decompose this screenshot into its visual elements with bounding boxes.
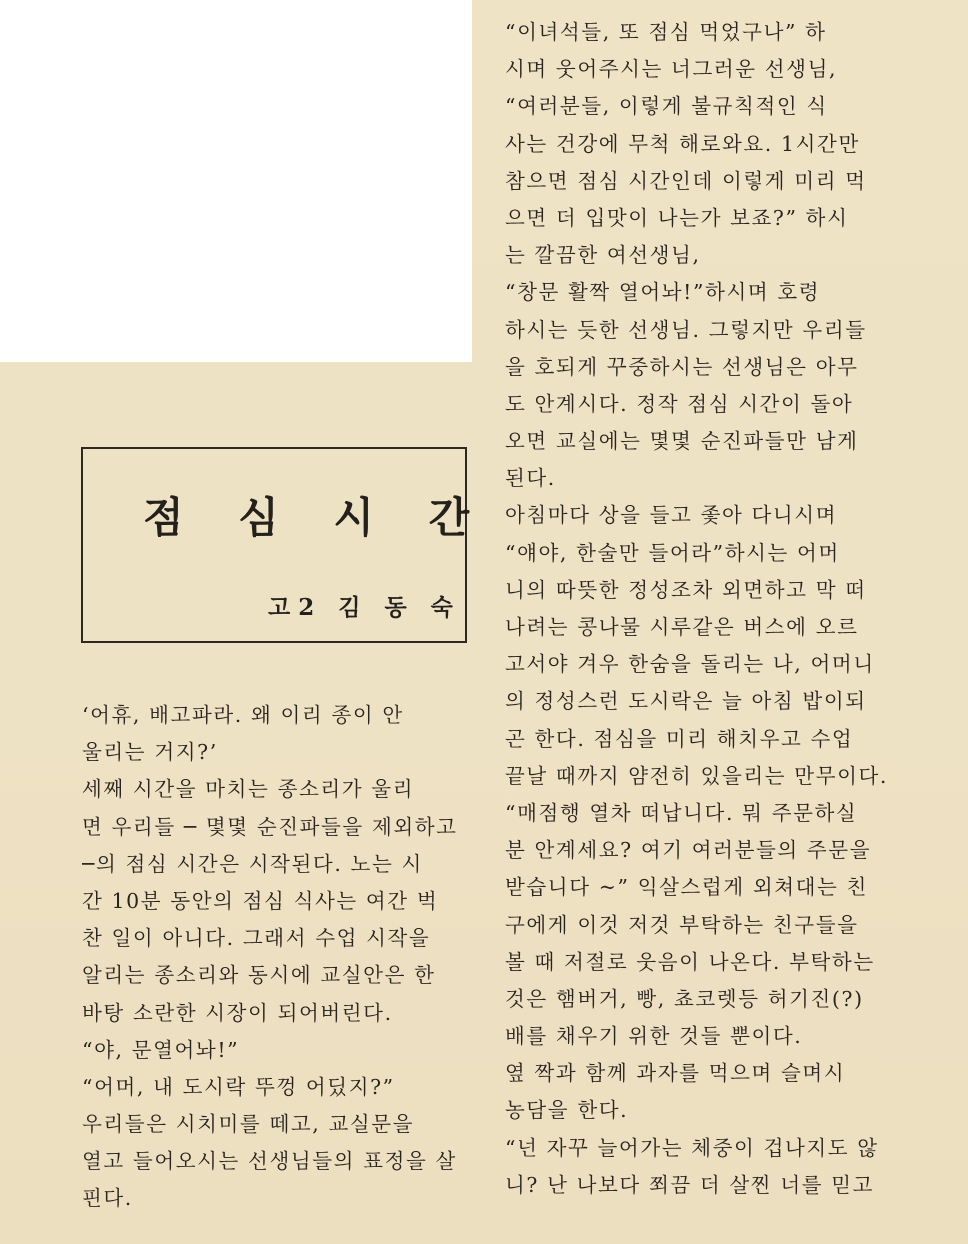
text-line: 바탕 소란한 시장이 되어버린다. [82, 1000, 393, 1025]
text-line: 배를 채우기 위한 것들 뿐이다. [505, 1024, 803, 1049]
text-line: ─의 점심 시간은 시작된다. 노는 시 [82, 851, 423, 876]
article-title: 점 심 시 간 [143, 493, 490, 542]
text-line: 아침마다 상을 들고 좇아 다니시며 [505, 503, 838, 528]
text-line: 울리는 거지?’ [82, 740, 218, 765]
text-line: 사는 건강에 무척 해로와요. 1시간만 [505, 131, 860, 156]
text-line: 의 정성스런 도시락은 늘 아침 밥이되 [505, 689, 867, 714]
text-line: 는 깔끔한 여선생님, [505, 243, 701, 268]
text-line: 하시는 듯한 선생님. 그렇지만 우리들 [505, 317, 867, 342]
text-line: “매점행 열차 떠납니다. 뭐 주문하실 [505, 800, 858, 825]
text-line: 핀다. [82, 1186, 133, 1211]
text-line: “넌 자꾸 늘어가는 체중이 겁나지도 않 [505, 1135, 879, 1160]
text-line: “어머, 내 도시락 뚜껑 어딨지?” [82, 1074, 395, 1099]
text-line: 면 우리들 ─ 몇몇 순진파들을 제외하고 [82, 814, 458, 839]
text-line: 끝날 때까지 얌전히 있을리는 만무이다. [505, 763, 889, 788]
left-text-column [82, 697, 477, 1218]
text-line: 을 호되게 꾸중하시는 선생님은 아무 [505, 354, 859, 379]
text-line: 니? 난 나보다 쬐끔 더 살찐 너를 믿고 [505, 1172, 875, 1197]
text-line: 참으면 점심 시간인데 이렇게 미리 먹 [505, 168, 867, 193]
article-author: 고2 김 동 숙 [268, 594, 461, 621]
text-line: 받습니다 ~” 익살스럽게 외쳐대는 친 [505, 875, 868, 900]
text-line: ‘어휴, 배고파라. 왜 이리 종이 안 [82, 703, 404, 727]
text-line: 알리는 종소리와 동시에 교실안은 한 [82, 963, 436, 988]
text-line: “야, 문열어놔!” [82, 1037, 240, 1062]
text-line: 볼 때 저절로 웃음이 나온다. 부탁하는 [505, 949, 875, 974]
text-line: 세째 시간을 마치는 종소리가 울리 [82, 777, 415, 802]
text-line: 열고 들어오시는 선생님들의 표정을 살 [82, 1149, 457, 1174]
text-line: 도 안계시다. 정작 점심 시간이 돌아 [505, 391, 854, 416]
text-line: “여러분들, 이렇게 불규칙적인 식 [505, 94, 828, 119]
text-line: 것은 햄버거, 빵, 쵸코렛등 허기진(?) [505, 986, 864, 1011]
text-line: “이녀석들, 또 점심 먹었구나” 하 [505, 20, 827, 44]
text-line: 시며 웃어주시는 너그러운 선생님, [505, 57, 838, 82]
text-line: 찬 일이 아니다. 그래서 수업 시작을 [82, 926, 431, 951]
text-line: 우리들은 시치미를 떼고, 교실문을 [82, 1112, 415, 1137]
title-box [81, 447, 490, 643]
text-line: 고서야 겨우 한숨을 돌리는 나, 어머니 [505, 652, 875, 677]
text-line: 분 안계세요? 여기 여러분들의 주문을 [505, 838, 872, 863]
text-line: 농담을 한다. [505, 1098, 629, 1123]
text-line: 옆 짝과 함께 과자를 먹으며 슬며시 [505, 1061, 846, 1086]
right-text-column [505, 14, 905, 1204]
text-line: 니의 따뜻한 정성조차 외면하고 막 떠 [505, 577, 867, 602]
text-line: “창문 활짝 열어놔!”하시며 호령 [505, 280, 821, 305]
text-line: 곤 한다. 점심을 미리 해치우고 수업 [505, 726, 854, 751]
text-line: 나려는 콩나물 시루같은 버스에 오르 [505, 615, 859, 639]
blank-area [0, 0, 472, 362]
text-line: “얘야, 한술만 들어라”하시는 어머 [505, 540, 840, 565]
text-line: 으면 더 입맛이 나는가 보죠?” 하시 [505, 205, 849, 230]
text-line: 구에게 이것 저것 부탁하는 친구들을 [505, 912, 859, 937]
text-line: 오면 교실에는 몇몇 순진파들만 남게 [505, 429, 859, 454]
text-line: 간 10분 동안의 점심 식사는 여간 벅 [82, 888, 439, 913]
text-line: 된다. [505, 466, 556, 491]
